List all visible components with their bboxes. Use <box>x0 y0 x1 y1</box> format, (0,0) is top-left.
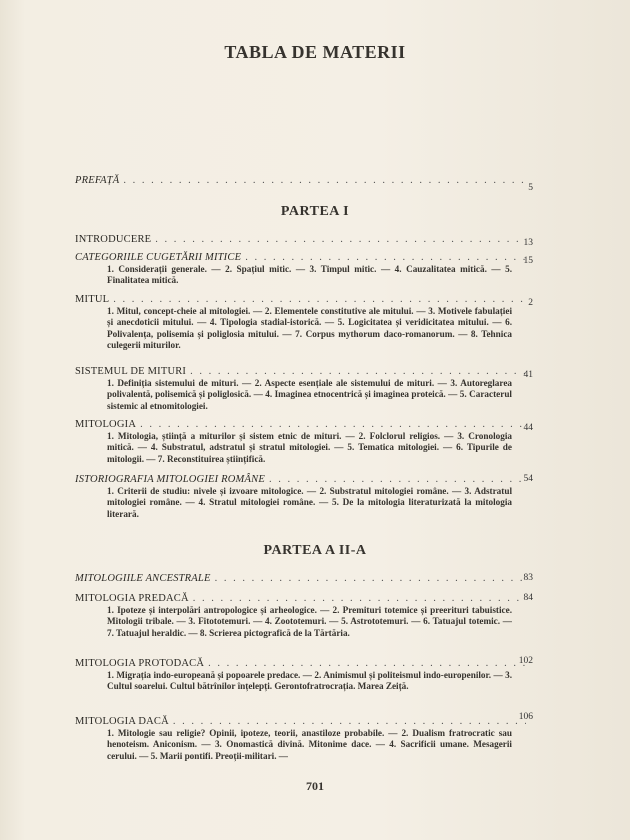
toc-entry-label: MITOLOGIA DACĂ <box>75 716 169 727</box>
part-heading-2: PARTEA A II-A <box>263 543 367 558</box>
toc-entry-preface <box>75 175 533 193</box>
toc-entry-label: INTRODUCERE <box>75 234 152 245</box>
toc-entry-label: MITOLOGIA PROTODACĂ <box>75 658 205 669</box>
toc-entry-label: CATEGORIILE CUGETĂRII MITICE <box>75 252 242 263</box>
toc-entry-description: 1. Ipoteze și interpolări antropologice și arheologice. — 2. Premituri totemice și preerituri tabuistice. Mitologii tribale. — 3. Fitototemuri. — 4. Zoototemuri. — 5. Astrototemuri. — 6. Tatuajul totemic. — 7. Tatuajul heraldic. — 8. Scrierea pictografică de la Tărtăria. <box>107 605 512 638</box>
toc-entry-mitologia <box>75 419 533 465</box>
toc-entry-mitologiile-ancestrale <box>75 573 533 585</box>
toc-entry-label: MITOLOGIILE ANCESTRALE <box>75 573 211 584</box>
toc-entry-categoriile <box>75 252 533 287</box>
toc-entry-page: 5 <box>528 183 533 193</box>
page-number: 701 <box>306 779 324 793</box>
toc-entry-label: SISTEMUL DE MITURI <box>75 366 187 377</box>
toc-entry-description: 1. Definiția sistemului de mituri. — 2. Aspecte esențiale ale sistemului de mituri. — 3. Autoreglarea polivalentă, polisemică și poliglosică. — 4. Imaginea etnocentrică și imaginea proteică. — 5. Caracterul sistemic al etnomitologiei. <box>107 378 512 411</box>
page-title: TABLA DE MATERII <box>224 42 406 62</box>
dot-leader <box>245 252 526 264</box>
toc-entry-page: 84 <box>523 593 533 603</box>
dot-leader <box>113 294 526 306</box>
toc-entry-introducere <box>75 234 533 248</box>
dot-leader <box>173 716 526 728</box>
toc-entry-description: 1. Migrația indo-europeană și popoarele predace. — 2. Animismul și politeismul indo-europenilor. — 3. Cultul soarelui. Cultul bătrînilor înțelepți. Gerontofratrocrația. Marea Zeiță. <box>107 670 512 692</box>
toc-entry-istoriografia <box>75 474 533 520</box>
dot-leader <box>140 419 526 431</box>
dot-leader <box>155 234 526 246</box>
toc-entry-page: 83 <box>523 573 533 583</box>
toc-entry-label: ISTORIOGRAFIA MITOLOGIEI ROMÂNE <box>75 474 265 485</box>
toc-entry-mitul <box>75 294 533 352</box>
dot-leader <box>123 175 526 187</box>
part-heading-1: PARTEA I <box>280 204 350 219</box>
toc-entry-mitologia-daca <box>75 712 533 762</box>
toc-entry-page: 44 <box>523 423 533 433</box>
dot-leader <box>208 658 526 670</box>
toc-entry-label: MITOLOGIA PREDACĂ <box>75 593 189 604</box>
toc-entry-label: MITUL <box>75 294 110 305</box>
toc-entry-description: 1. Mitologie sau religie? Opinii, ipoteze, teorii, anastiloze probabile. — 2. Dualism fratrocratic sau henoteism. Aniconism. — 3. Onomastică divină. Mitonime dace. — 4. Sacrificii umane. Mesagerii cerului. — 5. Marii pontifi. Preoții-militari. — <box>107 728 512 761</box>
toc-entry-sistemul <box>75 366 533 412</box>
toc-entry-mitologia-protodaca <box>75 656 533 693</box>
toc-entry-page: 106 <box>518 712 533 722</box>
toc-entry-page: 13 <box>523 238 533 248</box>
toc-entry-page: 102 <box>518 656 533 666</box>
toc-entry-page: 15 <box>523 256 533 266</box>
dot-leader <box>193 593 526 605</box>
toc-entry-page: 41 <box>523 370 533 380</box>
toc-entry-description: 1. Mitologia, știință a miturilor și sistem etnic de mituri. — 2. Folclorul religios. — 3. Cronologia mitică. — 4. Substratul, adstratul și stratul mitologiei. — 5. Tematica mitologiei. — 6. Tipurile de mitologii. — 7. Reconstituirea științifică. <box>107 431 512 464</box>
dot-leader <box>190 366 526 378</box>
toc-entry-description: 1. Considerații generale. — 2. Spațiul mitic. — 3. Timpul mitic. — 4. Cauzalitatea mitică. — 5. Finalitatea mitică. <box>107 264 512 286</box>
toc-entry-label: MITOLOGIA <box>75 419 137 430</box>
dot-leader <box>215 573 526 585</box>
toc-entry-description: 1. Criterii de studiu: nivele și izvoare mitologice. — 2. Substratul mitologiei române. — 3. Adstratul mitologiei române. — 4. Stratul mitologiei române. — 5. De la mitologia literaturizată la mitologia literară. <box>107 486 512 519</box>
toc-entry-label: PREFAȚĂ <box>75 175 120 186</box>
toc-entry-mitologia-predaca <box>75 593 533 639</box>
toc-entry-page: 54 <box>523 474 533 484</box>
dot-leader <box>269 474 526 486</box>
toc-entry-description: 1. Mitul, concept-cheie al mitologiei. — 2. Elementele constitutive ale mitului. — 3. Motivele fabulației și anecdoticii mitului. — 4. Tipologia stadial-istorică. — 5. Logicitatea și veridicitatea mitului. — 6. Polivalența, polisemia și poliglosia mitului. — 7. Corpus mythorum daco-romanorum. — 8. Tehnica culegerii miturilor. <box>107 306 512 351</box>
toc-entry-page: 2 <box>528 298 533 308</box>
